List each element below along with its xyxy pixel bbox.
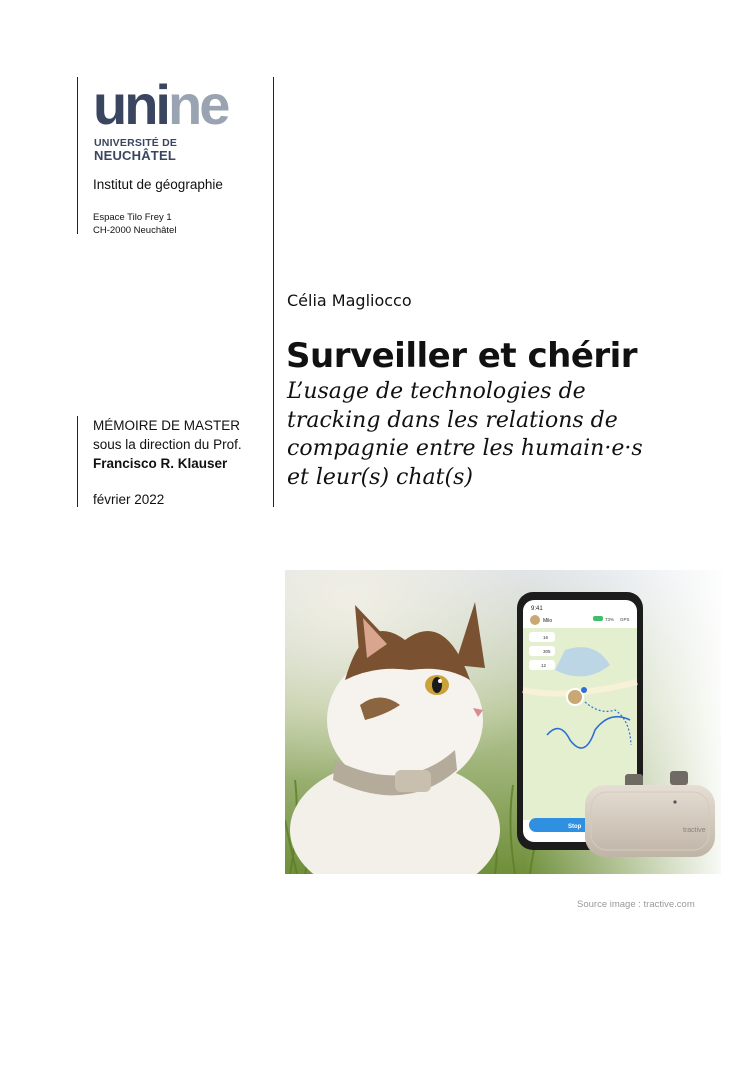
logo-word-light: ne	[167, 73, 228, 136]
left-rule-bottom	[77, 416, 78, 507]
memoire-block	[93, 416, 242, 473]
tracker-brand-label: tractive	[683, 827, 706, 834]
center-divider	[273, 77, 274, 507]
left-rule-top	[77, 77, 78, 234]
phone-stat-2: 305	[543, 649, 551, 654]
phone-stat-3: 12	[541, 663, 547, 668]
logo-wordmark	[93, 73, 228, 136]
page-title: Surveiller et chérir	[286, 336, 638, 376]
logo-word-dark: uni	[93, 73, 168, 136]
submission-date: février 2022	[93, 492, 165, 507]
university-logo	[93, 73, 233, 166]
subtitle-line: et leur(s) chat(s)	[287, 464, 473, 490]
subtitle-line: tracking dans les relations de	[287, 407, 618, 433]
cover-photo	[285, 570, 721, 874]
author-name: Célia Magliocco	[287, 291, 412, 310]
phone-pet-name: Milo	[543, 618, 553, 624]
subtitle	[287, 378, 707, 492]
logo-university-line: UNIVERSITÉ DE	[94, 137, 178, 149]
address-line-1: Espace Tilo Frey 1	[93, 212, 172, 223]
memoire-type: MÉMOIRE DE MASTER	[93, 418, 241, 433]
phone-gps: GPS	[620, 617, 630, 622]
subtitle-line: L’usage de technologies de	[287, 379, 586, 404]
memoire-direction: sous la direction du Prof.	[93, 437, 242, 452]
phone-time: 9:41	[531, 606, 543, 612]
institute-name: Institut de géographie	[93, 177, 223, 192]
subtitle-line: compagnie entre les humain·e·s	[287, 436, 643, 461]
phone-stat-1: 16	[543, 635, 549, 640]
logo-city-line: NEUCHÂTEL	[94, 148, 176, 163]
image-credit: Source image : tractive.com	[577, 899, 695, 910]
phone-stop-button: Stop	[568, 824, 582, 830]
address-line-2: CH-2000 Neuchâtel	[93, 225, 177, 236]
phone-battery: 73%	[605, 617, 615, 622]
cover-photo-illustration	[285, 570, 721, 874]
supervisor-name: Francisco R. Klauser	[93, 456, 228, 471]
